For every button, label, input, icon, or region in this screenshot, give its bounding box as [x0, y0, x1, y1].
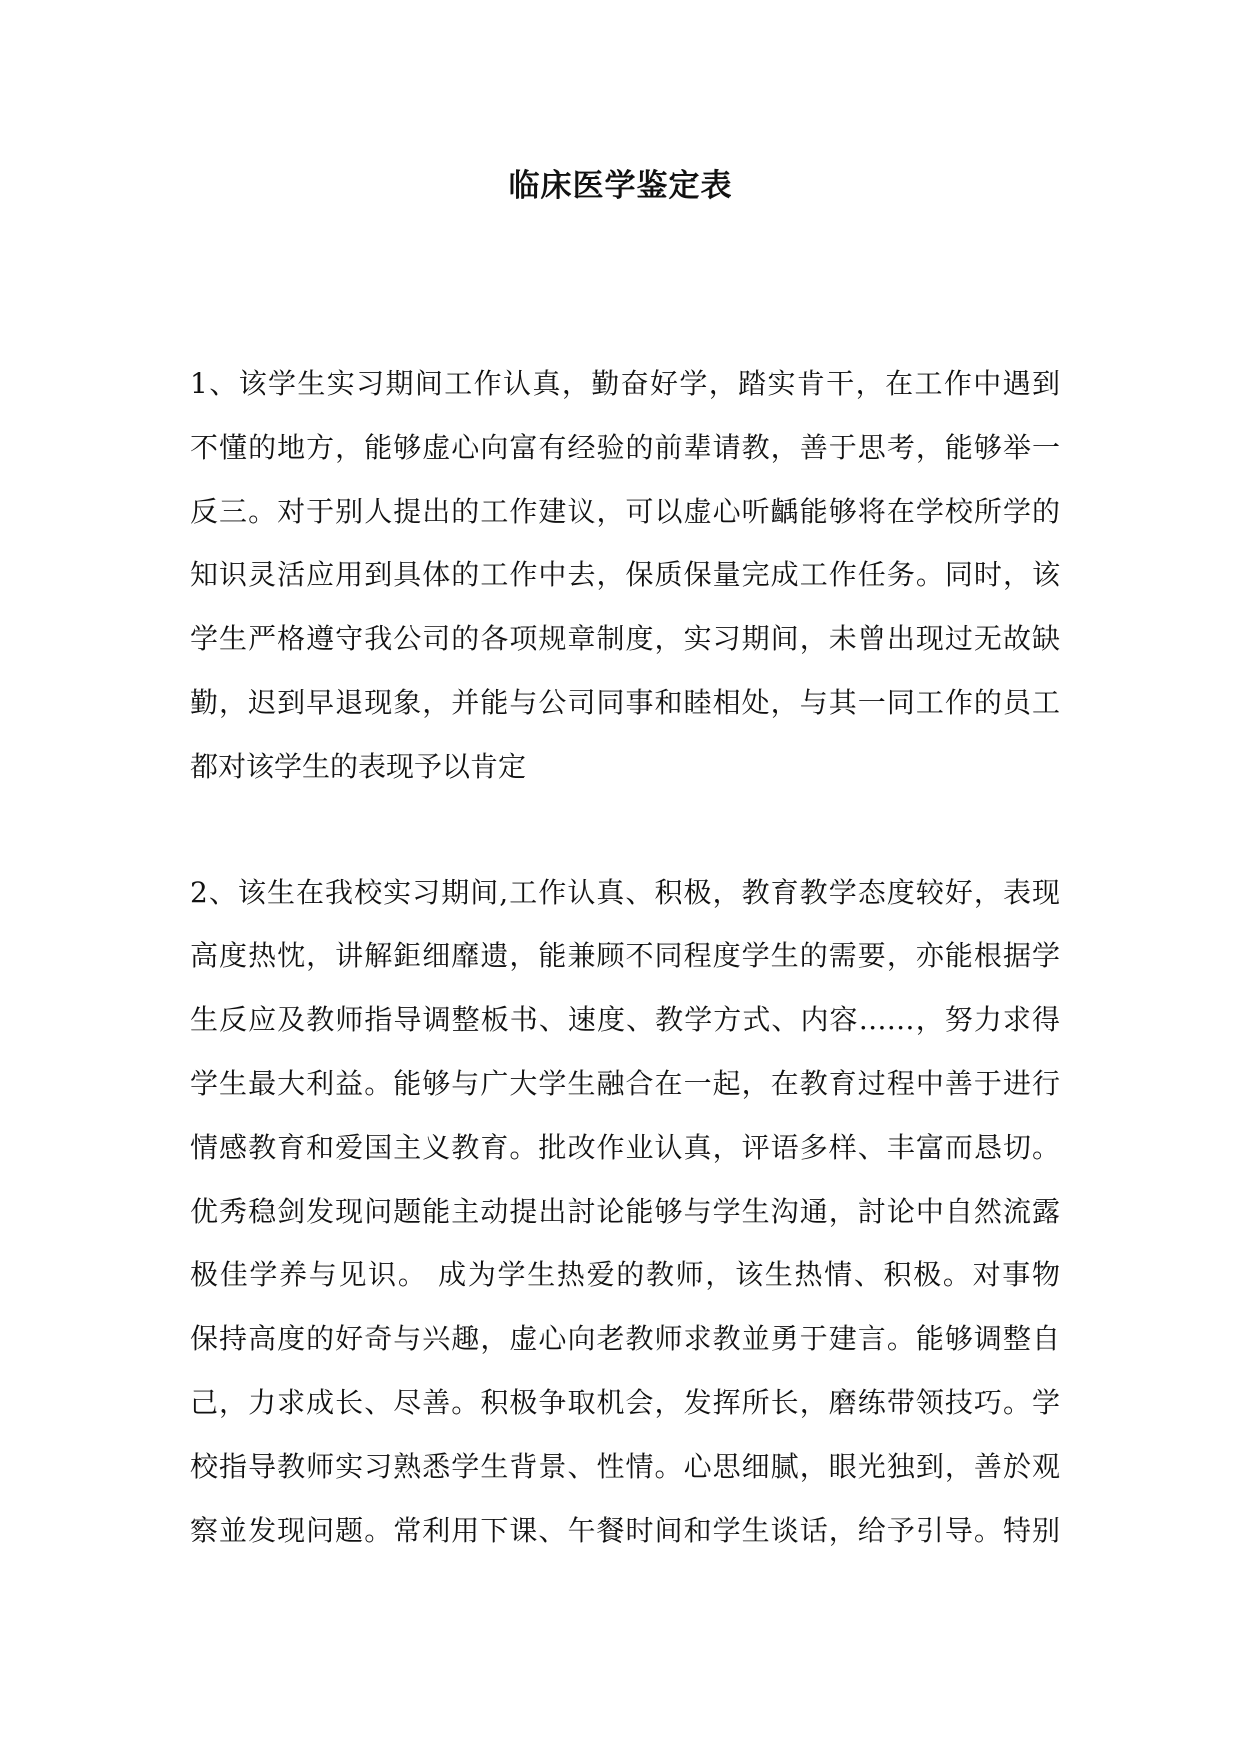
paragraph-line: 1、该学生实习期间工作认真，勤奋好学，踏实肯干，在工作中遇到 [190, 367, 1060, 400]
paragraph-line: 都对该学生的表现予以肯定 [190, 749, 527, 783]
paragraph-line: 2、该生在我校实习期间,工作认真、积极，教育教学态度较好，表现 [190, 875, 1060, 909]
paragraph-line: 勤，迟到早退现象，并能与公司同事和睦相处，与其一同工作的员工 [190, 685, 1060, 719]
paragraph-line: 知识灵活应用到具体的工作中去，保质保量完成工作任务。同时，该 [190, 558, 1060, 592]
paragraph-1 [190, 352, 1060, 799]
paragraph-line: 优秀稳剑发现问题能主动提出討论能够与学生沟通，討论中自然流露 [190, 1194, 1060, 1228]
paragraph-2 [190, 861, 1060, 1563]
paragraph-line: 情感教育和爱国主义教育。批改作业认真，评语多样、丰富而恳切。 [190, 1130, 1060, 1164]
paragraph-line: 学生严格遵守我公司的各项规章制度，实习期间，未曾出现过无故缺 [190, 622, 1060, 656]
paragraph-line: 学生最大利益。能够与广大学生融合在一起，在教育过程中善于进行 [190, 1066, 1060, 1100]
paragraph-line: 察並发现问题。常利用下课、午餐时间和学生谈话，给予引导。特别 [190, 1513, 1060, 1547]
paragraph-line: 生反应及教师指导调整板书、速度、教学方式、内容……，努力求得 [190, 1003, 1060, 1037]
document-title: 临床医学鉴定表 [508, 168, 733, 204]
paragraph-line: 己，力求成长、尽善。积极争取机会，发挥所长，磨练带领技巧。学 [190, 1385, 1060, 1419]
paragraph-line: 保持高度的好奇与兴趣，虚心向老教师求教並勇于建言。能够调整自 [190, 1322, 1060, 1356]
paragraph-line: 反三。对于别人提出的工作建议，可以虚心听齲能够将在学校所学的 [190, 494, 1060, 528]
paragraph-line: 极佳学养与见识。 成为学生热爱的教师，该生热情、积极。对事物 [190, 1258, 1060, 1292]
paragraph-line: 校指导教师实习熟悉学生背景、性情。心思细腻，眼光独到，善於观 [190, 1449, 1060, 1483]
document-body [190, 352, 1060, 1562]
paragraph-line: 高度热忱，讲解鉅细靡遗，能兼顾不同程度学生的需要，亦能根据学 [190, 939, 1060, 973]
paragraph-spacer [190, 799, 1060, 861]
paragraph-line: 不懂的地方，能够虚心向富有经验的前辈请教，善于思考，能够举一 [190, 430, 1060, 464]
